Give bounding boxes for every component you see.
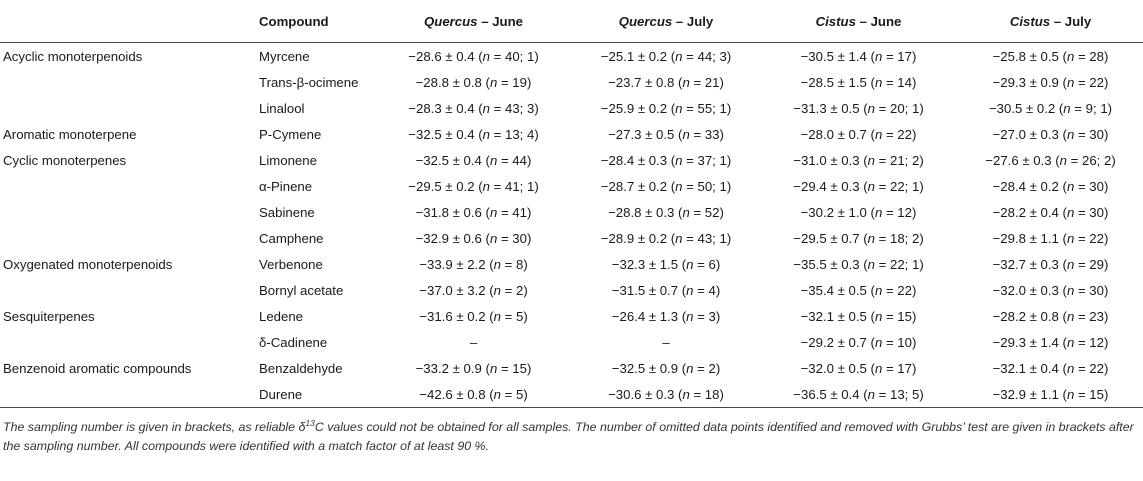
value-cell-cistus-june: −29.4 ± 0.3 (n = 22; 1)	[793, 178, 924, 194]
value-cell-cistus-june: −32.1 ± 0.5 (n = 15)	[800, 308, 917, 324]
group-cell: Sesquiterpenes	[3, 308, 95, 324]
value-cell-cistus-july: −27.6 ± 0.3 (n = 26; 2)	[985, 152, 1116, 168]
table-row	[0, 69, 1143, 95]
value-cell-cistus-june: −35.4 ± 0.5 (n = 22)	[800, 282, 917, 298]
value-cell-cistus-july: −25.8 ± 0.5 (n = 28)	[992, 48, 1109, 64]
group-cell	[0, 95, 259, 121]
compound-cell: Camphene	[259, 230, 324, 246]
compound-cell: Linalool	[259, 100, 305, 116]
compound-cell: Limonene	[259, 152, 317, 168]
header-group	[0, 0, 259, 43]
compound-cell: Myrcene	[259, 48, 310, 64]
value-cell-quercus-july: −25.1 ± 0.2 (n = 44; 3)	[600, 48, 732, 64]
value-cell-cistus-june: −29.2 ± 0.7 (n = 10)	[800, 334, 917, 350]
table-row	[0, 121, 1143, 147]
value-cell-quercus-july: −31.5 ± 0.7 (n = 4)	[611, 282, 721, 298]
value-cell-quercus-june: −29.5 ± 0.2 (n = 41; 1)	[408, 178, 539, 194]
value-cell-quercus-july: −28.4 ± 0.3 (n = 37; 1)	[600, 152, 732, 168]
value-cell-quercus-july: −28.9 ± 0.2 (n = 43; 1)	[600, 230, 732, 246]
table-row	[0, 355, 1143, 381]
table-row	[0, 381, 1143, 408]
table-row	[0, 173, 1143, 199]
value-cell-quercus-june: –	[469, 334, 478, 350]
value-cell-cistus-july: −30.5 ± 0.2 (n = 9; 1)	[988, 100, 1113, 116]
compound-cell: Ledene	[259, 308, 304, 324]
table-row	[0, 251, 1143, 277]
value-cell-quercus-july: −25.9 ± 0.2 (n = 55; 1)	[600, 100, 732, 116]
value-cell-quercus-july: −32.5 ± 0.9 (n = 2)	[611, 360, 721, 376]
value-cell-cistus-june: −31.0 ± 0.3 (n = 21; 2)	[793, 152, 924, 168]
table-row	[0, 225, 1143, 251]
group-cell: Acyclic monoterpenoids	[3, 48, 143, 64]
value-cell-quercus-july: –	[662, 334, 670, 350]
value-cell-cistus-june: −30.2 ± 1.0 (n = 12)	[800, 204, 917, 220]
table-row	[0, 43, 1143, 70]
value-cell-cistus-june: −29.5 ± 0.7 (n = 18; 2)	[793, 230, 924, 246]
value-cell-quercus-june: −32.5 ± 0.4 (n = 44)	[415, 152, 532, 168]
value-cell-cistus-july: −28.4 ± 0.2 (n = 30)	[992, 178, 1109, 194]
compound-cell: Trans-β-ocimene	[259, 74, 359, 90]
value-cell-cistus-june: −30.5 ± 1.4 (n = 17)	[800, 48, 917, 64]
group-cell	[0, 199, 259, 225]
value-cell-cistus-july: −29.3 ± 1.4 (n = 12)	[992, 334, 1109, 350]
group-cell: Cyclic monoterpenes	[3, 152, 127, 168]
table-body	[0, 43, 1143, 408]
group-cell	[0, 381, 259, 408]
header-cistus-june: Cistus – June	[762, 0, 955, 43]
group-cell: Oxygenated monoterpenoids	[3, 256, 173, 272]
value-cell-cistus-july: −32.9 ± 1.1 (n = 15)	[955, 381, 1143, 408]
value-cell-cistus-june: −28.0 ± 0.7 (n = 22)	[800, 126, 917, 142]
value-cell-cistus-july: −29.8 ± 1.1 (n = 22)	[992, 230, 1109, 246]
value-cell-quercus-june: −28.6 ± 0.4 (n = 40; 1)	[408, 48, 539, 64]
compound-cell: α-Pinene	[259, 178, 313, 194]
value-cell-cistus-june: −31.3 ± 0.5 (n = 20; 1)	[793, 100, 924, 116]
value-cell-cistus-july: −29.3 ± 0.9 (n = 22)	[992, 74, 1109, 90]
value-cell-cistus-july: −32.7 ± 0.3 (n = 29)	[992, 256, 1109, 272]
header-row	[0, 0, 1143, 43]
value-cell-cistus-july: −28.2 ± 0.4 (n = 30)	[992, 204, 1109, 220]
compound-cell: Sabinene	[259, 204, 315, 220]
group-cell: Aromatic monoterpene	[3, 126, 137, 142]
value-cell-quercus-july: −30.6 ± 0.3 (n = 18)	[570, 381, 762, 408]
header-quercus-july: Quercus – July	[570, 0, 762, 43]
value-cell-cistus-july: −28.2 ± 0.8 (n = 23)	[992, 308, 1109, 324]
value-cell-cistus-july: −27.0 ± 0.3 (n = 30)	[992, 126, 1109, 142]
compound-cell: δ-Cadinene	[259, 334, 328, 350]
value-cell-quercus-july: −28.7 ± 0.2 (n = 50; 1)	[600, 178, 732, 194]
table-row	[0, 303, 1143, 329]
value-cell-quercus-june: −33.9 ± 2.2 (n = 8)	[419, 256, 528, 272]
group-cell	[0, 225, 259, 251]
value-cell-quercus-july: −26.4 ± 1.3 (n = 3)	[611, 308, 721, 324]
value-cell-quercus-june: −28.8 ± 0.8 (n = 19)	[415, 74, 532, 90]
group-cell: Benzenoid aromatic compounds	[3, 360, 192, 376]
group-cell	[0, 329, 259, 355]
value-cell-quercus-june: −37.0 ± 3.2 (n = 2)	[419, 282, 528, 298]
value-cell-cistus-july: −32.0 ± 0.3 (n = 30)	[992, 282, 1109, 298]
group-cell	[0, 277, 259, 303]
value-cell-quercus-july: −28.8 ± 0.3 (n = 52)	[608, 204, 724, 220]
compound-cell: Durene	[259, 381, 377, 408]
value-cell-cistus-june: −35.5 ± 0.3 (n = 22; 1)	[793, 256, 924, 272]
value-cell-quercus-june: −32.5 ± 0.4 (n = 13; 4)	[408, 126, 539, 142]
value-cell-cistus-july: −32.1 ± 0.4 (n = 22)	[992, 360, 1109, 376]
value-cell-quercus-june: −42.6 ± 0.8 (n = 5)	[377, 381, 570, 408]
table-row	[0, 329, 1143, 355]
table-footnote: The sampling number is given in brackets, as reliable $\delta^{13}C$ values could not be obtained for all samples. The number of omitted data points identified and removed with Grubbs’ test are given in brackets after the sampling number. All compounds were identified with a match factor of at least 90 %.	[3, 418, 1134, 454]
header-compound: Compound	[259, 0, 377, 43]
value-cell-quercus-july: −27.3 ± 0.5 (n = 33)	[608, 126, 724, 142]
value-cell-cistus-june: −32.0 ± 0.5 (n = 17)	[800, 360, 917, 376]
header-cistus-july: Cistus – July	[955, 0, 1143, 43]
value-cell-quercus-june: −31.8 ± 0.6 (n = 41)	[415, 204, 532, 220]
table-row	[0, 277, 1143, 303]
table-row	[0, 199, 1143, 225]
value-cell-quercus-june: −28.3 ± 0.4 (n = 43; 3)	[408, 100, 539, 116]
value-cell-quercus-june: −31.6 ± 0.2 (n = 5)	[419, 308, 528, 324]
value-cell-quercus-june: −32.9 ± 0.6 (n = 30)	[415, 230, 532, 246]
header-quercus-june: Quercus – June	[377, 0, 570, 43]
compound-cell: Bornyl acetate	[259, 282, 344, 298]
value-cell-cistus-june: −36.5 ± 0.4 (n = 13; 5)	[762, 381, 955, 408]
compound-cell: P-Cymene	[259, 126, 322, 142]
table-row	[0, 95, 1143, 121]
group-cell	[0, 69, 259, 95]
value-cell-quercus-july: −32.3 ± 1.5 (n = 6)	[611, 256, 721, 272]
compound-cell: Benzaldehyde	[259, 360, 343, 376]
value-cell-quercus-july: −23.7 ± 0.8 (n = 21)	[608, 74, 724, 90]
compound-cell: Verbenone	[259, 256, 323, 272]
group-cell	[0, 173, 259, 199]
value-cell-cistus-june: −28.5 ± 1.5 (n = 14)	[800, 74, 917, 90]
value-cell-quercus-june: −33.2 ± 0.9 (n = 15)	[415, 360, 532, 376]
table-row	[0, 147, 1143, 173]
